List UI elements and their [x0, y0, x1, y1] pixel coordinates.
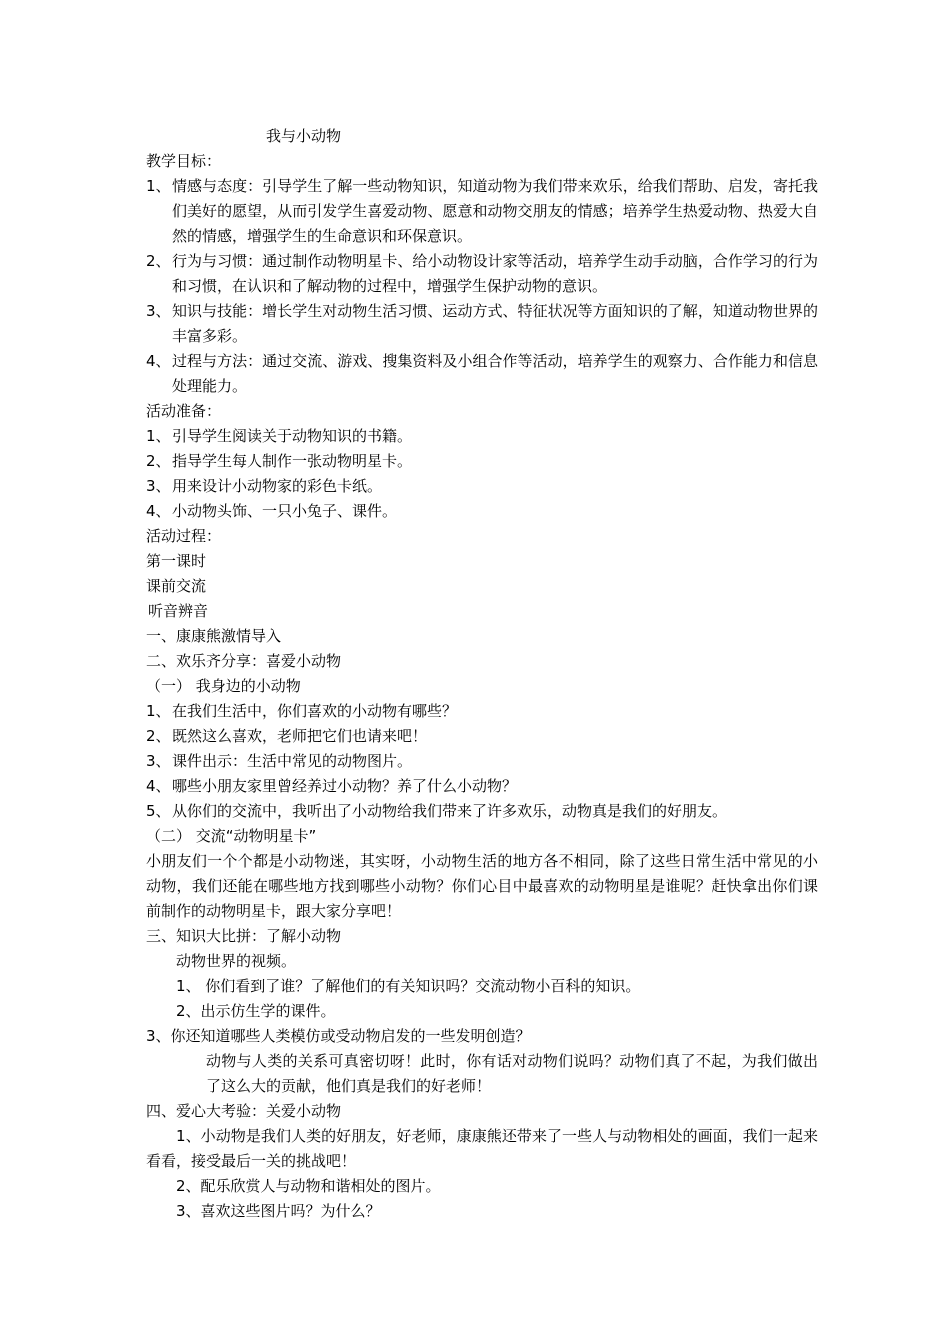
list-number: 1、 — [146, 702, 171, 720]
document-title: 我与小动物 — [266, 127, 342, 145]
indented-paragraph — [146, 1049, 818, 1099]
goal-text: 行为与习惯：通过制作动物明星卡、给小动物设计家等活动，培养学生动手动脑，合作学习的行为和习惯，在认识和了解动物的过程中，增强学生保护动物的意识。 — [172, 252, 818, 295]
goal-text: 过程与方法：通过交流、游戏、搜集资料及小组合作等活动，培养学生的观察力、合作能力和信息处理能力。 — [172, 352, 818, 395]
list-number: 1、 — [146, 177, 171, 195]
prep-text: 用来设计小动物家的彩色卡纸。 — [172, 477, 383, 495]
paragraph: 小朋友们一个个都是小动物迷，其实呀，小动物生活的地方各不相同，除了这些日常生活中常见的小动物，我们还能在哪些地方找到哪些小动物？你们心目中最喜欢的动物明星是谁呢？赶快拿出你们课前制作的动物明星卡，跟大家分享吧！ — [146, 852, 818, 920]
list-number: 2、 — [146, 727, 171, 745]
list-number: 3、 — [146, 302, 171, 320]
goal-item — [146, 349, 818, 399]
list-number: 3、 — [146, 477, 171, 495]
list-number: 3、 — [146, 752, 171, 770]
goals-heading: 教学目标： — [146, 152, 222, 170]
paragraph-line: 动物世界的视频。 — [176, 952, 297, 970]
paragraph — [146, 1124, 818, 1174]
list-text: 课件出示：生活中常见的动物图片。 — [172, 752, 413, 770]
list-number: 4、 — [146, 352, 171, 370]
section-heading: 二、欢乐齐分享：喜爱小动物 — [146, 652, 342, 670]
prep-item — [146, 424, 818, 449]
list-number: 5、 — [146, 802, 171, 820]
lesson-label: 第一课时 — [146, 552, 207, 570]
goal-item — [146, 174, 818, 249]
list-item — [146, 799, 818, 824]
paragraph-text: 动物与人类的关系可真密切呀！此时，你有话对动物们说吗？动物们真了不起，为我们做出了这么大的贡献，他们真是我们的好老师！ — [206, 1052, 818, 1095]
list-number: 2、 — [146, 452, 171, 470]
prep-item — [146, 449, 818, 474]
list-text: 既然这么喜欢，老师把它们也请来吧！ — [172, 727, 428, 745]
list-item: 2、出示仿生学的课件。 — [176, 1002, 336, 1020]
section-heading: 一、康康熊激情导入 — [146, 627, 282, 645]
section-heading: 四、爱心大考验：关爱小动物 — [146, 1102, 342, 1120]
subsection-heading: （一） 我身边的小动物 — [146, 677, 301, 695]
list-item: 1、 你们看到了谁？了解他们的有关知识吗？交流动物小百科的知识。 — [176, 977, 641, 995]
list-text: 在我们生活中，你们喜欢的小动物有哪些？ — [172, 702, 458, 720]
process-heading: 活动过程： — [146, 527, 222, 545]
goal-item — [146, 249, 818, 299]
list-item: 3、喜欢这些图片吗？为什么？ — [176, 1202, 381, 1220]
listen-label: 听音辨音 — [148, 602, 209, 620]
prep-heading: 活动准备： — [146, 402, 222, 420]
goal-text: 情感与态度：引导学生了解一些动物知识，知道动物为我们带来欢乐，给我们帮助、启发，寄托我们美好的愿望，从而引发学生喜爱动物、愿意和动物交朋友的情感；培养学生热爱动物、热爱大自然的情感，增强学生的生命意识和环保意识。 — [172, 177, 818, 245]
goal-text: 知识与技能：增长学生对动物生活习惯、运动方式、特征状况等方面知识的了解，知道动物世界的丰富多彩。 — [172, 302, 818, 345]
goal-item — [146, 299, 818, 349]
prep-text: 引导学生阅读关于动物知识的书籍。 — [172, 427, 413, 445]
document-body — [146, 124, 818, 1224]
list-item — [146, 774, 818, 799]
prep-text: 小动物头饰、一只小兔子、课件。 — [172, 502, 398, 520]
prep-item — [146, 499, 818, 524]
list-number: 2、 — [146, 252, 171, 270]
list-number: 4、 — [146, 502, 171, 520]
list-number: 1、 — [146, 427, 171, 445]
list-number: 4、 — [146, 777, 171, 795]
list-item — [146, 699, 818, 724]
section-heading: 三、知识大比拼：了解小动物 — [146, 927, 342, 945]
list-text: 哪些小朋友家里曾经养过小动物？养了什么小动物？ — [172, 777, 518, 795]
prep-item — [146, 474, 818, 499]
prep-text: 指导学生每人制作一张动物明星卡。 — [172, 452, 413, 470]
list-item — [146, 749, 818, 774]
list-item — [146, 724, 818, 749]
list-text: 从你们的交流中，我听出了小动物给我们带来了许多欢乐，动物真是我们的好朋友。 — [172, 802, 728, 820]
list-item: 3、你还知道哪些人类模仿或受动物启发的一些发明创造？ — [146, 1027, 531, 1045]
pre-class-label: 课前交流 — [146, 577, 207, 595]
list-item: 2、配乐欣赏人与动物和谐相处的图片。 — [176, 1177, 441, 1195]
subsection-heading: （二） 交流“动物明星卡” — [146, 827, 317, 845]
paragraph-text: 1、小动物是我们人类的好朋友，好老师，康康熊还带来了一些人与动物相处的画面，我们一起来看看，接受最后一关的挑战吧！ — [146, 1127, 818, 1170]
